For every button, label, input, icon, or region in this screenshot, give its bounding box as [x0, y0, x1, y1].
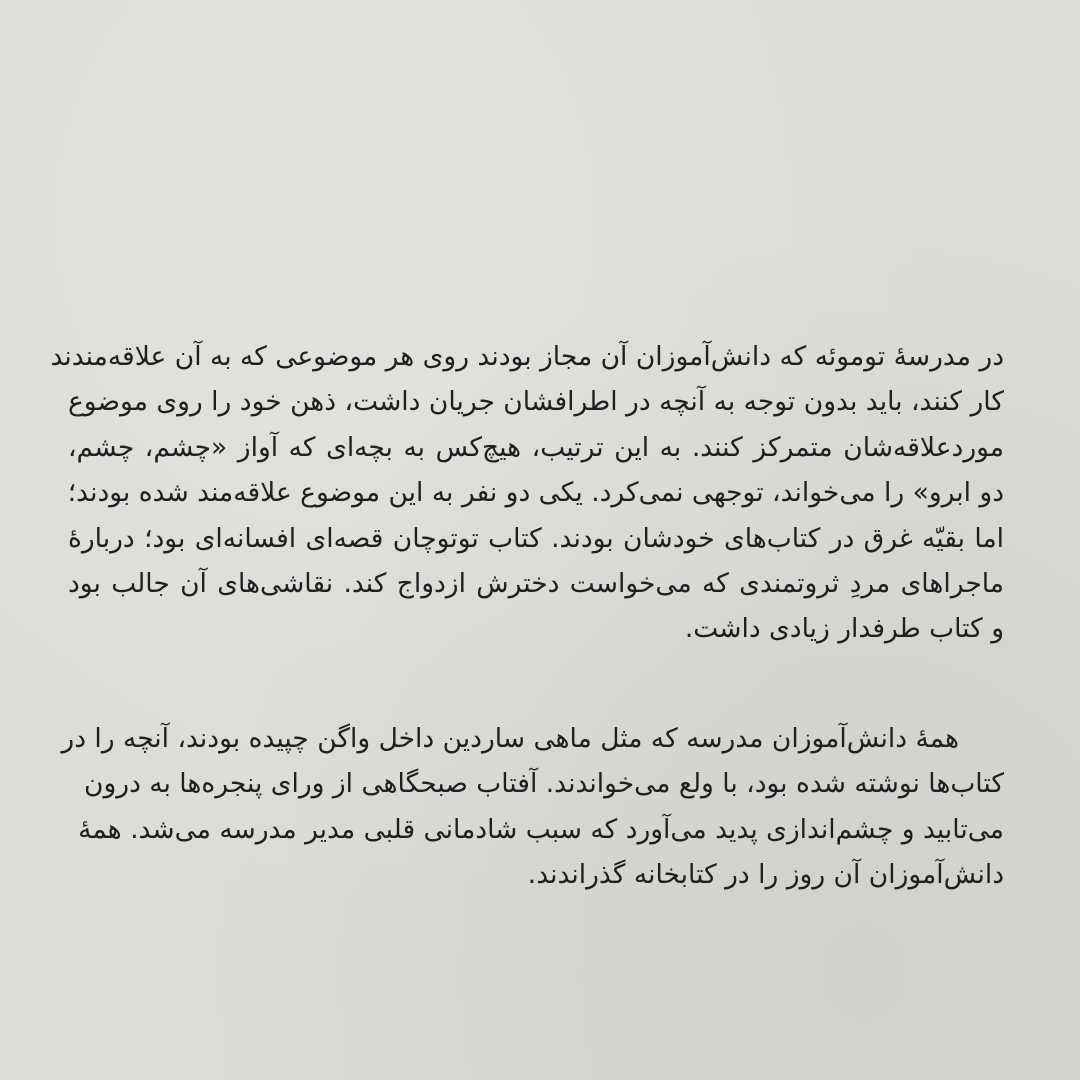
- paragraph-line: همهٔ دانش‌آموزان مدرسه که مثل ماهی ساردین داخل واگن چپیده بودند، آنچه را در: [61, 723, 959, 754]
- paragraph-line: دو ابرو» را می‌خواند، توجهی نمی‌کرد. یکی دو نفر به این موضوع علاقه‌مند شده بودند؛: [67, 477, 1004, 509]
- paragraph-2: [61, 716, 1004, 898]
- paragraph-1: [50, 334, 1004, 652]
- paragraph-line: می‌تابید و چشم‌اندازی پدید می‌آورد که سبب شادمانی قلبی مدیر مدرسه می‌شد. همهٔ: [78, 813, 1004, 845]
- paragraph-line: کار کنند، باید بدون توجه به آنچه در اطرافشان جریان داشت، ذهن خود را روی موضوع: [68, 386, 1004, 418]
- paragraph-line: کتاب‌ها نوشته شده بود، با ولع می‌خواندند. آفتاب صبحگاهی از ورای پنجره‌ها به درون: [84, 768, 1004, 800]
- paragraph-line: موردعلاقه‌شان متمرکز کنند. به این ترتیب، هیچ‌کس به بچه‌ای که آواز «چشم، چشم،: [68, 431, 1004, 463]
- paragraph-line: و کتاب طرفدار زیادی داشت.: [684, 613, 1004, 645]
- paragraph-line: ماجراهای مردِ ثروتمندی که می‌خواست دخترش ازدواج کند. نقاشی‌های آن جالب بود: [68, 567, 1004, 599]
- paragraph-line: دانش‌آموزان آن روز را در کتابخانه گذراندند.: [527, 859, 1004, 891]
- paragraph-line: در مدرسهٔ توموئه که دانش‌آموزان آن مجاز بودند روی هر موضوعی که به آن علاقه‌مندند: [50, 341, 1004, 372]
- paragraph-line: اما بقیّه غرق در کتاب‌های خودشان بودند. کتاب توتوچان قصه‌ای افسانه‌ای بود؛ دربارهٔ: [68, 522, 1004, 554]
